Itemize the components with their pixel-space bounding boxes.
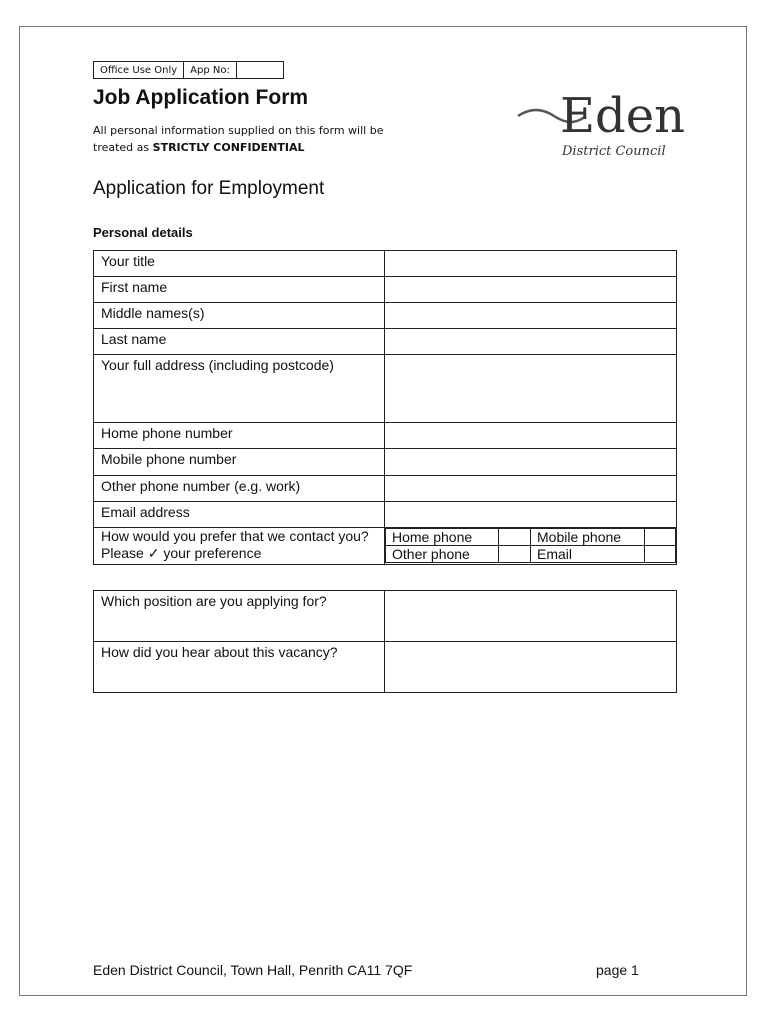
row-label-title: Your title bbox=[94, 251, 385, 277]
option-mobile-phone: Mobile phone bbox=[531, 529, 645, 546]
input-home-phone[interactable] bbox=[385, 423, 677, 449]
office-use-box bbox=[93, 61, 284, 79]
input-email[interactable] bbox=[385, 502, 677, 528]
input-first-name[interactable] bbox=[385, 277, 677, 303]
input-middle-names[interactable] bbox=[385, 303, 677, 329]
app-no-label: App No: bbox=[184, 62, 237, 79]
logo-subtitle: District Council bbox=[562, 144, 666, 159]
row-label-last-name: Last name bbox=[94, 329, 385, 355]
option-other-phone: Other phone bbox=[386, 546, 499, 563]
checkbox-mobile-phone[interactable] bbox=[645, 529, 676, 546]
input-vacancy-source[interactable] bbox=[385, 642, 677, 693]
input-other-phone[interactable] bbox=[385, 476, 677, 502]
option-home-phone: Home phone bbox=[386, 529, 499, 546]
contact-options-table bbox=[385, 528, 676, 563]
confidentiality-notice bbox=[93, 122, 423, 156]
position-table bbox=[93, 590, 677, 693]
page-heading: Application for Employment bbox=[93, 178, 325, 199]
form-title: Job Application Form bbox=[93, 86, 309, 109]
contact-preference-grid bbox=[385, 528, 677, 565]
personal-details-table bbox=[93, 250, 677, 565]
footer-page-number: page 1 bbox=[596, 962, 639, 978]
input-mobile-phone[interactable] bbox=[385, 449, 677, 476]
confidential-text: All personal information supplied on this form will be treated as bbox=[93, 124, 384, 154]
input-last-name[interactable] bbox=[385, 329, 677, 355]
section-personal-details: Personal details bbox=[93, 225, 193, 240]
app-no-field[interactable] bbox=[236, 62, 283, 79]
option-email: Email bbox=[531, 546, 645, 563]
row-label-contact-preference: How would you prefer that we contact you? Please ✓ your preference bbox=[94, 528, 385, 565]
input-address[interactable] bbox=[385, 355, 677, 423]
row-label-email: Email address bbox=[94, 502, 385, 528]
row-label-middle-names: Middle names(s) bbox=[94, 303, 385, 329]
row-label-other-phone: Other phone number (e.g. work) bbox=[94, 476, 385, 502]
footer-address: Eden District Council, Town Hall, Penrith CA11 7QF bbox=[93, 962, 413, 978]
input-title[interactable] bbox=[385, 251, 677, 277]
office-use-label: Office Use Only bbox=[94, 62, 184, 79]
row-label-first-name: First name bbox=[94, 277, 385, 303]
row-label-mobile-phone: Mobile phone number bbox=[94, 449, 385, 476]
logo-word: Eden bbox=[560, 88, 686, 144]
checkbox-other-phone[interactable] bbox=[499, 546, 531, 563]
row-label-home-phone: Home phone number bbox=[94, 423, 385, 449]
row-label-vacancy-source: How did you hear about this vacancy? bbox=[94, 642, 385, 693]
input-position[interactable] bbox=[385, 591, 677, 642]
confidential-emphasis: STRICTLY CONFIDENTIAL bbox=[152, 141, 305, 154]
row-label-position: Which position are you applying for? bbox=[94, 591, 385, 642]
checkbox-email[interactable] bbox=[645, 546, 676, 563]
checkbox-home-phone[interactable] bbox=[499, 529, 531, 546]
row-label-address: Your full address (including postcode) bbox=[94, 355, 385, 423]
